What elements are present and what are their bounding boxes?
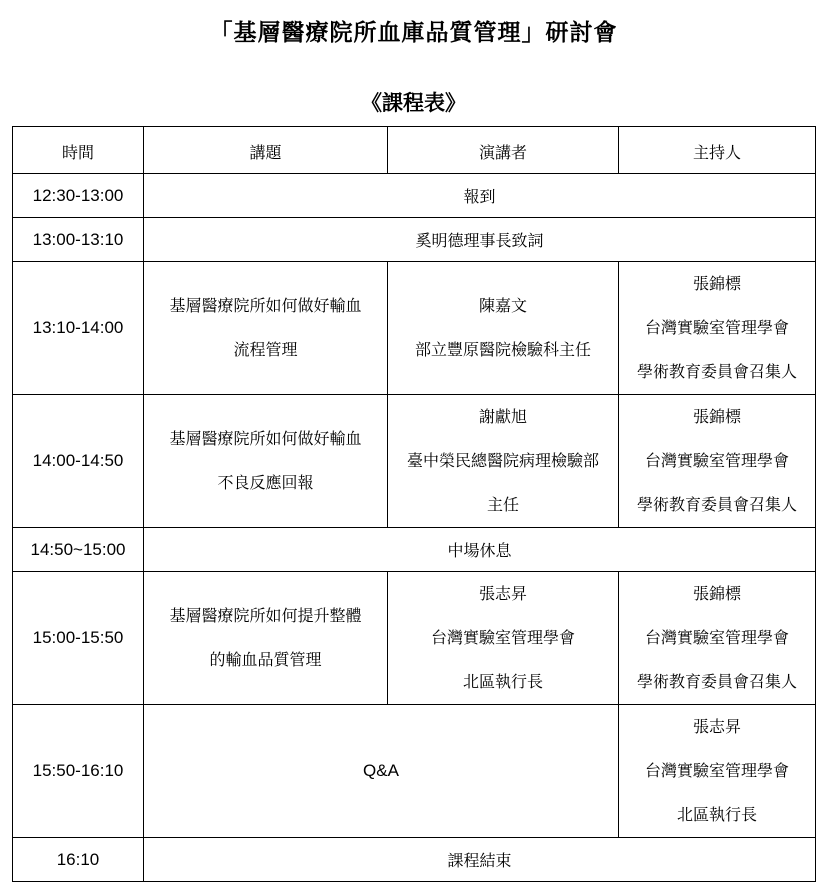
topic-cell (144, 395, 388, 528)
table-header-row (13, 127, 816, 174)
host-name: 張錦標 (692, 407, 741, 426)
header-speaker: 演講者 (388, 127, 619, 174)
host-name: 張志昇 (692, 717, 741, 736)
merged-cell: 奚明德理事長致詞 (144, 218, 816, 262)
table-row (13, 262, 816, 395)
host-title: 學術教育委員會召集人 (636, 362, 797, 381)
document-title: 「基層醫療院所血庫品質管理」研討會 (209, 20, 618, 46)
speaker-cell (388, 572, 619, 705)
host-org: 台灣實驗室管理學會 (644, 451, 789, 470)
time-cell: 12:30-13:00 (13, 174, 144, 218)
topic-cell (144, 572, 388, 705)
header-time: 時間 (13, 127, 144, 174)
time-cell: 16:10 (13, 838, 144, 882)
host-title: 北區執行長 (676, 805, 757, 824)
speaker-name: 謝獻旭 (478, 407, 527, 426)
header-topic: 講題 (144, 127, 388, 174)
speaker-name: 張志昇 (478, 584, 527, 603)
table-row (13, 218, 816, 262)
speaker-title: 主任 (486, 495, 519, 514)
speaker-org: 台灣實驗室管理學會 (430, 628, 575, 647)
table-row (13, 395, 816, 528)
topic-line: 流程管理 (233, 340, 298, 359)
merged-cell: 課程結束 (144, 838, 816, 882)
time-cell: 14:50~15:00 (13, 528, 144, 572)
speaker-name: 陳嘉文 (478, 296, 527, 315)
schedule-subtitle: 《課程表》 (361, 91, 466, 115)
topic-cell (144, 262, 388, 395)
table-row (13, 705, 816, 838)
header-host: 主持人 (619, 127, 816, 174)
speaker-title: 臺中榮民總醫院病理檢驗部 (406, 451, 599, 470)
time-cell: 14:00-14:50 (13, 395, 144, 528)
host-org: 台灣實驗室管理學會 (644, 628, 789, 647)
table-row (13, 838, 816, 882)
topic-line: 的輸血品質管理 (209, 650, 322, 669)
host-title: 學術教育委員會召集人 (636, 672, 797, 691)
merged-cell: 報到 (144, 174, 816, 218)
host-name: 張錦標 (692, 584, 741, 603)
speaker-cell (388, 395, 619, 528)
table-row (13, 174, 816, 218)
host-org: 台灣實驗室管理學會 (644, 761, 789, 780)
time-cell: 13:10-14:00 (13, 262, 144, 395)
table-row (13, 572, 816, 705)
schedule-table (12, 126, 816, 882)
speaker-cell (388, 262, 619, 395)
host-name: 張錦標 (692, 274, 741, 293)
speaker-title: 北區執行長 (462, 672, 543, 691)
host-cell (619, 572, 816, 705)
host-cell (619, 262, 816, 395)
speaker-title: 部立豐原醫院檢驗科主任 (414, 340, 591, 359)
host-title: 學術教育委員會召集人 (636, 495, 797, 514)
time-cell: 15:50-16:10 (13, 705, 144, 838)
merged-cell: 中場休息 (144, 528, 816, 572)
time-cell: 15:00-15:50 (13, 572, 144, 705)
topic-line: 不良反應回報 (217, 473, 314, 492)
host-org: 台灣實驗室管理學會 (644, 318, 789, 337)
topic-line: 基層醫療院所如何做好輸血 (169, 429, 362, 448)
qa-cell: Q&A (144, 705, 619, 838)
host-cell (619, 395, 816, 528)
topic-line: 基層醫療院所如何提升整體 (169, 606, 362, 625)
topic-line: 基層醫療院所如何做好輸血 (169, 296, 362, 315)
host-cell (619, 705, 816, 838)
time-cell: 13:00-13:10 (13, 218, 144, 262)
table-row (13, 528, 816, 572)
